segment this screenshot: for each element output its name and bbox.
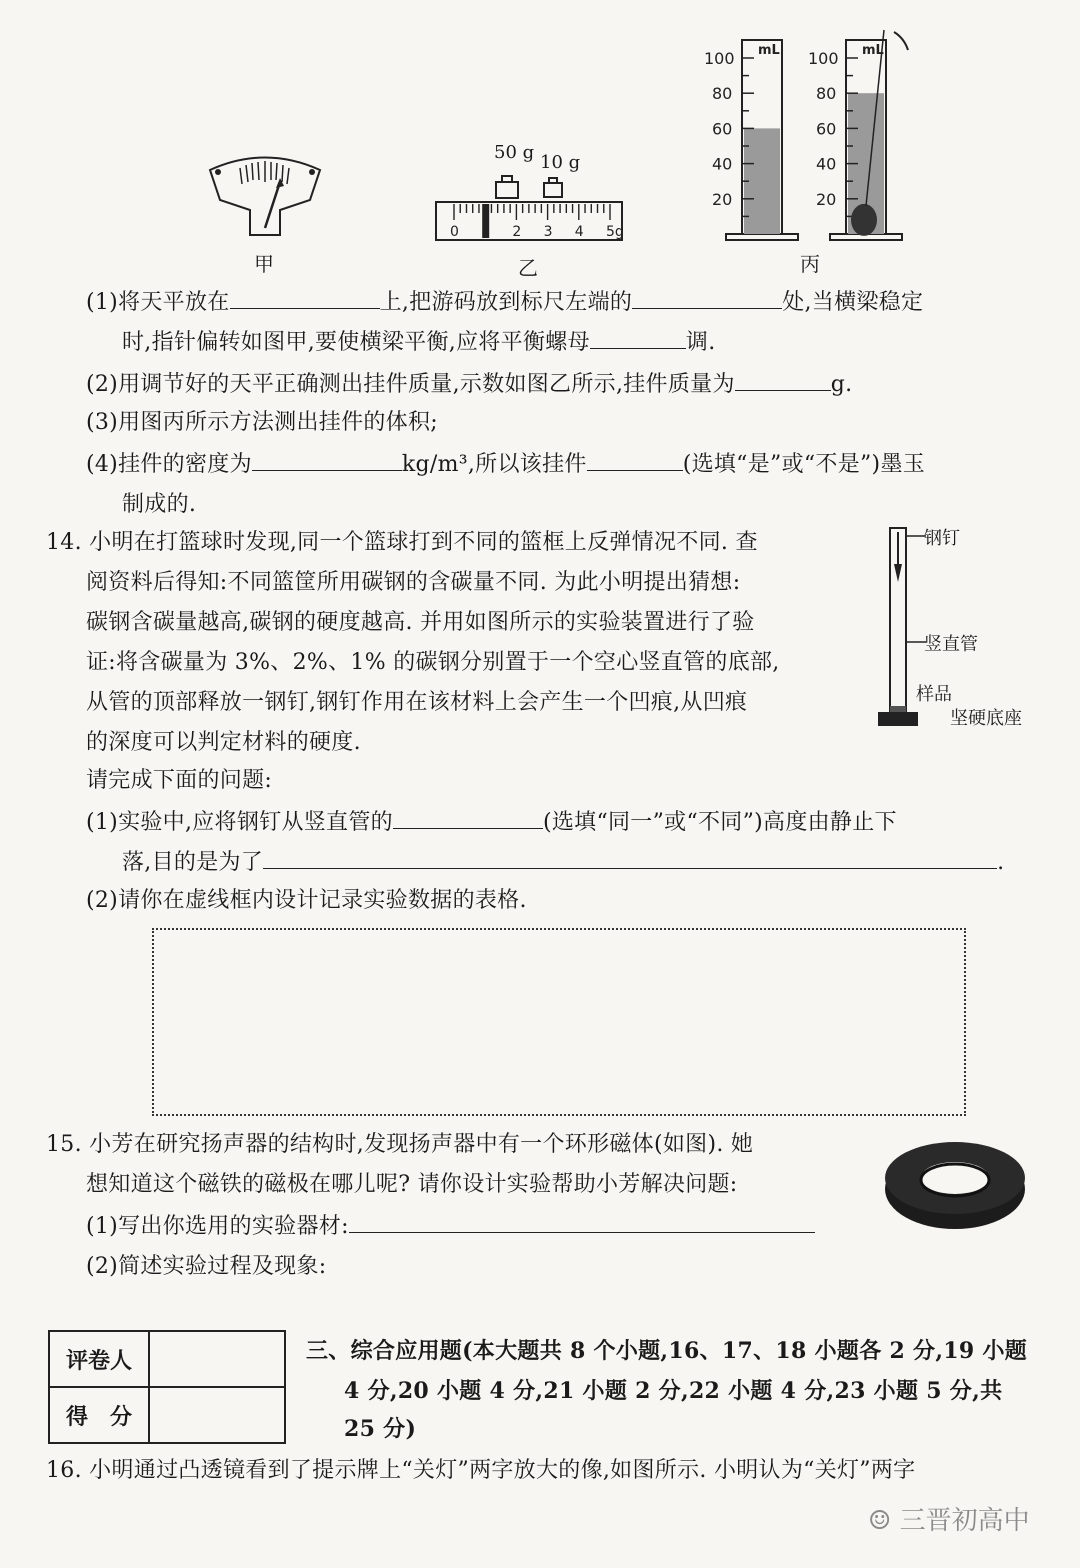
cylinder-tick-label: 20 <box>712 189 733 209</box>
score-label: 得 分 <box>49 1387 149 1443</box>
table-design-box[interactable] <box>152 928 966 1116</box>
q14-part2: (2)请你在虚线框内设计记录实验数据的表格. <box>86 888 527 913</box>
cylinder-unit-label: mL <box>758 43 780 58</box>
ruler-tick-label: 5g <box>606 224 624 240</box>
caption-yi: 乙 <box>518 256 538 280</box>
cylinder-tick-label: 100 <box>808 49 839 68</box>
blank-purpose[interactable] <box>263 846 997 869</box>
q14-stem-line3: 碳钢含碳量越高,碳钢的硬度越高. 并用如图所示的实验装置进行了验 <box>86 610 755 635</box>
graduated-cylinders <box>700 28 940 248</box>
q14-stem-line6: 的深度可以判定材料的硬度. <box>86 730 361 755</box>
cylinder-tick-label: 60 <box>816 119 837 139</box>
blank-density[interactable] <box>252 448 402 471</box>
q15-part2: (2)简述实验过程及现象: <box>86 1254 327 1279</box>
q14-prompt: 请完成下面的问题: <box>86 768 273 793</box>
q14-stem-line1: 14. 小明在打篮球时发现,同一个篮球打到不同的篮框上反弹情况不同. 查 <box>46 530 758 555</box>
q14-stem-line5: 从管的顶部释放一钢钉,钢钉作用在该材料上会产生一个凹痕,从凹痕 <box>86 690 748 715</box>
cylinder-tick-label: 80 <box>712 84 733 104</box>
water-column <box>744 128 780 234</box>
q13-part1-line1: (1)将天平放在 上,把游码放到标尺左端的 处,当横梁稳定 <box>86 286 923 318</box>
ruler-tick-label: 3 <box>543 224 553 240</box>
reviewer-field[interactable] <box>149 1331 285 1387</box>
label-sample: 样品 <box>916 684 952 705</box>
label-nail: 钢钉 <box>924 528 960 549</box>
score-field[interactable] <box>149 1387 285 1443</box>
blank-is-jade[interactable] <box>587 448 683 471</box>
sample-block <box>890 706 906 712</box>
ring-magnet-image <box>880 1134 1030 1234</box>
q13-part3: (3)用图丙所示方法测出挂件的体积; <box>86 410 438 435</box>
q13-part4-line2: 制成的. <box>122 492 197 517</box>
rider-ruler <box>434 200 626 244</box>
ruler-tick-label: 0 <box>450 224 459 240</box>
cylinder-tick-label: 80 <box>816 84 837 104</box>
q13-part1-line2: 时,指针偏转如图甲,要使横梁平衡,应将平衡螺母 调. <box>122 326 715 358</box>
pendant-object <box>851 204 877 236</box>
q14-part1-line2: 落,目的是为了 . <box>122 846 1004 878</box>
q15-part1: (1)写出你选用的实验器材: <box>86 1210 815 1242</box>
q14-stem-line4: 证:将含碳量为 3%、2%、1% 的碳钢分别置于一个空心竖直管的底部, <box>86 650 780 675</box>
wechat-icon: ☺ <box>868 1506 892 1536</box>
blank-equipment[interactable] <box>349 1210 815 1233</box>
section3-heading-line1: 三、综合应用题(本大题共 8 个小题,16、17、18 小题各 2 分,19 小题 <box>306 1338 1028 1364</box>
watermark <box>868 1500 1030 1537</box>
balance-scale-figure <box>200 140 330 240</box>
q14-stem-line2: 阅资料后得知:不同篮筐所用碳钢的含碳量不同. 为此小明提出猜想: <box>86 570 741 595</box>
rider-weight <box>482 204 489 238</box>
reviewer-label: 评卷人 <box>49 1331 149 1387</box>
q16-stem-line1: 16. 小明通过凸透镜看到了提示牌上“关灯”两字放大的像,如图所示. 小明认为“关灯”两字 <box>46 1458 916 1483</box>
cylinder-tick-label: 40 <box>816 154 837 174</box>
cylinder-tick-label: 20 <box>816 189 837 209</box>
label-base: 坚硬底座 <box>950 708 1022 729</box>
q13-part4-line1: (4)挂件的密度为 kg/m³,所以该挂件 (选填“是”或“不是”)墨玉 <box>86 448 925 480</box>
cylinder-tick-label: 60 <box>712 119 733 139</box>
base-block <box>878 712 918 726</box>
watermark-text: 三晋初高中 <box>899 1506 1030 1536</box>
ruler-tick-label: 2 <box>512 224 522 240</box>
section3-heading-line3: 25 分) <box>344 1416 417 1442</box>
pointer-needle <box>265 182 280 228</box>
ruler-tick-label: 4 <box>574 224 584 240</box>
q15-stem-line2: 想知道这个磁铁的磁极在哪儿呢? 请你设计实验帮助小芳解决问题: <box>86 1172 738 1197</box>
nail-icon <box>894 564 902 582</box>
weight-10g-label: 10 g <box>540 152 581 173</box>
section3-heading-line2: 4 分,20 小题 4 分,21 小题 2 分,22 小题 4 分,23 小题 5 分,共 <box>344 1378 1003 1404</box>
blank-balance-surface[interactable] <box>230 286 380 309</box>
weight-50g-label: 50 g <box>494 142 535 163</box>
q14-part1-line1: (1)实验中,应将钢钉从竖直管的 (选填“同一”或“不同”)高度由静止下 <box>86 806 897 838</box>
blank-nut-direction[interactable] <box>590 326 686 349</box>
cylinder-tick-label: 40 <box>712 154 733 174</box>
cylinder-tick-label: 100 <box>704 49 735 68</box>
label-tube: 竖直管 <box>924 634 978 655</box>
blank-zero-mark[interactable] <box>632 286 782 309</box>
blank-same-height[interactable] <box>393 806 543 829</box>
q15-stem-line1: 15. 小芳在研究扬声器的结构时,发现扬声器中有一个环形磁体(如图). 她 <box>46 1132 754 1157</box>
score-table <box>48 1330 286 1444</box>
caption-jia: 甲 <box>254 252 274 276</box>
weights-figure <box>490 168 580 202</box>
cylinder-unit-label: mL <box>862 43 884 58</box>
q13-part2: (2)用调节好的天平正确测出挂件质量,示数如图乙所示,挂件质量为 g. <box>86 368 852 400</box>
blank-mass[interactable] <box>735 368 831 391</box>
caption-bing: 丙 <box>800 252 820 276</box>
